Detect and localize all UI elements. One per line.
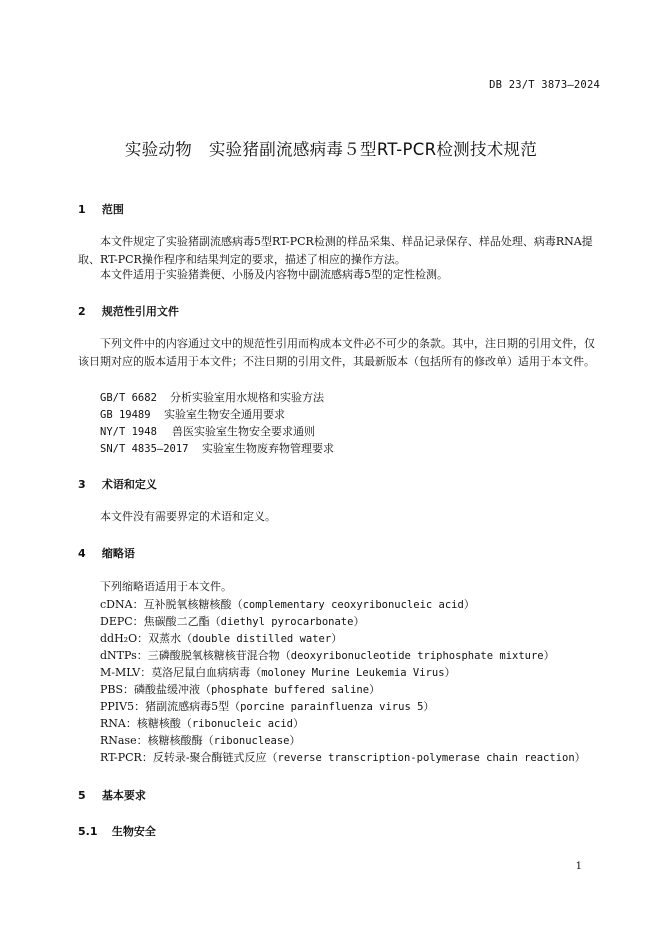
abbreviation-item: M-MLV：莫洛尼鼠白血病病毒（moloney Murine Leukemia Virus） (100, 666, 456, 679)
abbreviation-english: complementary ceoxyribonucleic acid (242, 599, 464, 611)
document-title: 实验动物 实验猪副流感病毒５型RT-PCR检测技术规范 (124, 140, 538, 159)
abbreviation-item: cDNA：互补脱氧核糖核酸（complementary ceoxyribonucleic acid） (100, 598, 475, 611)
abbreviation-item: PBS：磷酸盐缓冲液（phosphate buffered saline） (100, 683, 381, 696)
abbreviation-chinese: 双蒸水 (148, 632, 182, 645)
abbreviation-english: ribonucleic acid (191, 718, 294, 730)
abbreviation-term: ddH₂O (100, 632, 138, 645)
abbreviation-chinese: 磷酸盐缓冲液 (134, 683, 201, 696)
section-number: 3 (78, 478, 86, 491)
abbreviation-term: RNA (100, 717, 126, 730)
abbreviation-english: moloney Murine Leukemia Virus (261, 667, 445, 679)
section-5-heading (78, 787, 146, 803)
section-3-heading (78, 476, 157, 492)
section-2-heading (78, 303, 179, 319)
abbreviation-term: dNTPs (100, 649, 137, 662)
abbreviation-english: diethyl pyrocarbonate (220, 616, 354, 628)
reference-item (100, 406, 285, 422)
reference-item (100, 389, 324, 405)
section-title: 基本要求 (101, 789, 146, 802)
abbreviation-english: double distilled water (192, 633, 332, 645)
abbreviation-item: RNase：核糖核酸酶（ribonuclease） (100, 734, 301, 747)
section-title: 术语和定义 (101, 478, 157, 491)
page-number: 1 (575, 861, 582, 872)
abbreviation-item: RT-PCR：反转录-聚合酶链式反应（reverse transcription-polymerase chain reaction） (100, 751, 586, 764)
section-1-paragraph-1: 本文件规定了实验猪副流感病毒5型RT-PCR检测的样品采集、样品记录保存、样品处理、病毒RNA提取、RT-PCR操作程序和结果判定的要求，描述了相应的操作方法。 (78, 235, 593, 266)
abbreviation-chinese: 三磷酸脱氧核糖核苷混合物 (147, 649, 280, 662)
abbreviation-intro: 下列缩略语适用于本文件。 (100, 580, 232, 593)
abbreviation-chinese: 互补脱氧核糖核酸 (143, 598, 232, 611)
reference-name: 兽医实验室生物安全要求通则 (172, 425, 315, 438)
abbreviation-english: reverse transcription-polymerase chain reaction (277, 752, 575, 764)
section-title: 生物安全 (111, 825, 156, 838)
abbreviation-english: phosphate buffered saline (211, 684, 370, 696)
abbreviation-chinese: 反转录-聚合酶链式反应 (152, 751, 267, 764)
section-4-heading (78, 545, 135, 561)
abbreviation-chinese: 猪副流感病毒5型 (145, 700, 230, 713)
abbreviation-item: ddH₂O：双蒸水（double distilled water） (100, 632, 343, 645)
reference-code: SN/T 4835—2017 (100, 443, 189, 455)
abbreviation-chinese: 核糖核酸酶 (147, 734, 203, 747)
abbreviation-chinese: 核糖核酸 (136, 717, 181, 730)
reference-item (100, 440, 334, 456)
section-1-heading (78, 201, 124, 217)
abbreviation-chinese: 莫洛尼鼠白血病病毒 (151, 666, 251, 679)
abbreviation-item: RNA：核糖核酸（ribonucleic acid） (100, 717, 305, 730)
section-1-paragraph-2: 本文件适用于实验猪粪便、小肠及内容物中副流感病毒5型的定性检测。 (100, 268, 448, 281)
reference-code: NY/T 1948 (100, 426, 157, 438)
reference-code: GB 19489 (100, 409, 151, 421)
section-number: 2 (78, 305, 86, 318)
abbreviation-chinese: 焦碳酸二乙酯 (143, 615, 210, 628)
section-title: 范围 (101, 203, 124, 216)
section-number: 5.1 (78, 825, 98, 838)
standard-code: DB 23/T 3873—2024 (489, 79, 600, 91)
section-title: 规范性引用文件 (101, 305, 179, 318)
reference-item (100, 423, 315, 439)
abbreviation-term: DEPC (100, 615, 133, 628)
section-title: 缩略语 (101, 547, 135, 560)
section-5-1-heading (78, 823, 156, 839)
abbreviation-term: cDNA (100, 598, 133, 611)
section-number: 5 (78, 789, 86, 802)
abbreviation-item: dNTPs：三磷酸脱氧核糖核苷混合物（deoxyribonucleotide triphosphate mixture） (100, 649, 555, 662)
abbreviation-term: RT-PCR (100, 751, 142, 764)
section-3-paragraph-1: 本文件没有需要界定的术语和定义。 (100, 510, 276, 523)
section-2-paragraph-1: 下列文件中的内容通过文中的规范性引用而构成本文件必不可少的条款。其中，注日期的引用文件，仅该日期对应的版本适用于本文件；不注日期的引用文件，其最新版本（包括所有的修改单）适用于本文件。 (78, 337, 595, 368)
abbreviation-english: ribonuclease (213, 735, 290, 747)
section-number: 4 (78, 547, 86, 560)
abbreviation-term: RNase (100, 734, 137, 747)
reference-name: 实验室生物安全通用要求 (164, 408, 285, 421)
abbreviation-term: PPIV5 (100, 700, 135, 713)
abbreviation-english: deoxyribonucleotide triphosphate mixture (290, 650, 544, 662)
abbreviation-item: DEPC：焦碳酸二乙酯（diethyl pyrocarbonate） (100, 615, 365, 628)
reference-code: GB/T 6682 (100, 392, 157, 404)
reference-name: 分析实验室用水规格和实验方法 (170, 391, 324, 404)
abbreviation-english: porcine parainfluenza virus 5 (240, 701, 424, 713)
reference-name: 实验室生物废弃物管理要求 (202, 442, 334, 455)
abbreviation-term: M-MLV (100, 666, 141, 679)
abbreviation-item: PPIV5：猪副流感病毒5型（porcine parainfluenza virus 5） (100, 700, 435, 713)
abbreviation-term: PBS (100, 683, 124, 696)
section-number: 1 (78, 203, 86, 216)
